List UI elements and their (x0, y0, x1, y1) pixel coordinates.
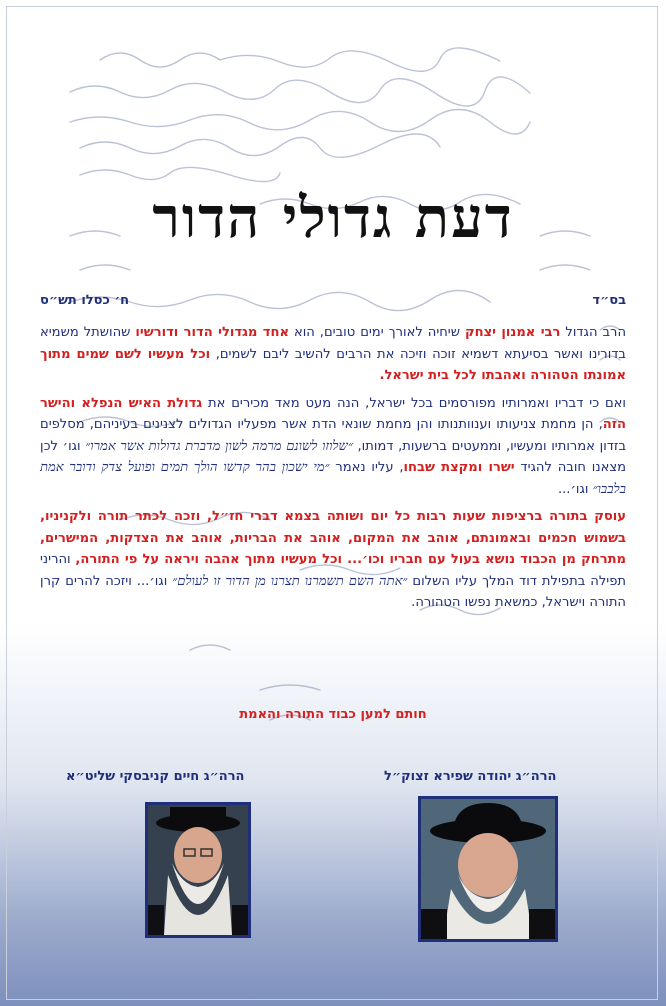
signatory-left-name (66, 769, 245, 784)
portrait-right-image (421, 799, 555, 939)
p2-text-5: וגו׳... (557, 481, 593, 497)
p2-text: ואם כי דבריו ואמרותיו מפורסמים בכל ישראל, הנה מעט מאד מכירים את (202, 395, 626, 411)
p2-text-4: , עליו נאמר (329, 460, 404, 475)
p1-highlight: אחד מגדולי הדור ודורשיו (135, 325, 289, 340)
closing-line: חותם למען כבוד התורה והאמת (239, 707, 427, 722)
p2-text-2: , הן מחמת צניעותו וענוותנותו והן מחמת שונאי הדת אשר מפעליו הגדולים לצנינים בעיניהם, מסלפים בזדון אמרותיו ומעשיו, וממעטים ברשעות, דמותו, (40, 417, 627, 454)
portrait-left-image (148, 805, 248, 935)
paragraph-1 (40, 322, 626, 387)
p2-quote-2: ״מי ישכון בהר קדשו הולך תמים ופועל צדק ודובר אמת בלבבו״ (40, 460, 626, 497)
p1-rabbi-name: רבי אמנון יצחק (464, 325, 561, 340)
p3-text-2: וגו׳... ויזכה להרים קרן התורה וישראל, כמשאת נפשו הטהורה. (40, 573, 626, 610)
signatory-left-suffix: שליט״א (66, 769, 120, 784)
signatory-right-prefix: הרה״ג (511, 769, 557, 784)
signatory-right-name (384, 769, 556, 784)
paragraph-3 (40, 506, 626, 614)
p2-text-3: וגו׳ לכן מצאנו חובה להגיד (40, 438, 626, 475)
p3-quote: ״אתה השם תשמרנו תצרנו מן הדור זו לעולם״ (172, 573, 408, 589)
signatory-left-prefix: הרה״ג (199, 769, 245, 784)
p1-text: הרב הגדול (560, 325, 626, 340)
p3-highlight: עוסק בתורה ברציפות שעות רבות כל יום ושותה בצמא דברי חז״ל, וזכה לכתר תורה ולקניניו, בשמוש חכמים ובאמונתם, אוהב את המקום, אוהב את הבריות, אוהב את הצדקות, המישרים, מתרחק מן הכבוד נושא בעול עם חבריו וכו׳... וכל מעשיו מתוך אהבה ויראה על פי התורה, (40, 509, 627, 567)
header-line (40, 293, 626, 311)
p1-text-2: שיחיה לאורך ימים טובים, הוא (288, 325, 465, 340)
page-title: דעת גדולי הדור (152, 185, 514, 251)
bsd-mark: בס״ד (592, 293, 626, 308)
paragraph-2 (40, 393, 626, 501)
p2-quote: ״שלוזו לשונם מרמה לשון מדברת גדולות אשר אמרו״ (85, 438, 353, 454)
portrait-photo-right (418, 796, 558, 942)
p1-highlight-2: וכל מעשיו לשם שמים מתוך אמונתו הטהורה ואהבתו לכל בית ישראל. (40, 346, 626, 383)
p2-highlight: גדולת האיש הנפלא והישר הזה (40, 395, 626, 432)
signatory-right-suffix: זצוק״ל (384, 769, 434, 784)
letter-body (40, 322, 626, 620)
hebrew-date: ח׳ כסלו תש״ס (40, 293, 130, 308)
p1-text-3: שהושתל משמיא בדורינו ואשר בסיעתא דשמיא זוכה וזיכה את הרבים להשיב ליבם לשמים, (40, 325, 626, 362)
portrait-photo-left (145, 802, 251, 938)
p3-text: והריני תפילה בתפילת דוד המלך עליו השלום (40, 552, 626, 589)
signatory-left-fullname: חיים קניבסקי (119, 769, 200, 784)
signatory-right-fullname: יהודה שפירא (433, 769, 512, 784)
p2-highlight-2: ישרו ומקצת שבחו (403, 460, 515, 475)
